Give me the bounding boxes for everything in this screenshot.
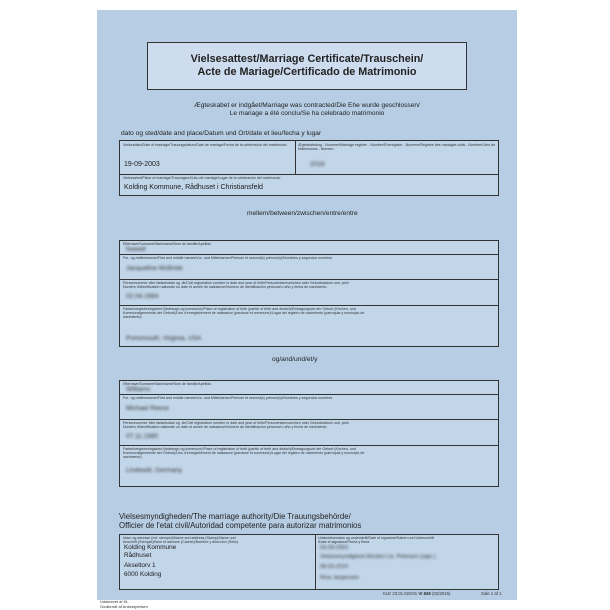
party-2-id-label-1: Personnummer eller fødselsdato og -år/Civil registration number or date and year of birth/Personenkennzeichen oder Geburtsdatum und -jahr/ — [123, 421, 349, 425]
party-2-birthplace: Lindewitt, Germany — [126, 467, 182, 474]
authority-heading-2: Officier de l'etat civil/Autoridad competente para autorizar matrimonios — [119, 521, 362, 530]
party-1-surname: Nowell — [126, 246, 146, 253]
party-2-id-label-2: Numéro d'identification nationale ou date et année de naissance/Número de identificación personal o año y fecha de nacimiento — [123, 425, 327, 429]
certificate-paper — [97, 10, 517, 600]
party-1-id-label-2: Numéro d'identification nationale ou date et année de naissance/Número de identificación personal o año y fecha de nacimiento — [123, 285, 327, 289]
intro-line-2: Le mariage a été conclu/Se ha celebrado matrimonio — [229, 110, 385, 117]
party-1-birthplace: Portsmouth, Virginia, USA — [126, 335, 202, 342]
date-place-heading: dato og sted/date and place/Datum und Ort/date et lieu/fecha y lugar — [121, 130, 322, 137]
party-1-id-date: 02.04.1984 — [126, 293, 159, 300]
authority-heading-1: Vielsesmyndigheden/The marriage authority/Die Trauungsbehörde/ — [119, 512, 351, 521]
title-line-1: Vielsesattest/Marriage Certificate/Trauschein/ — [190, 53, 424, 65]
page-number: Side 1 af 1 — [481, 591, 502, 596]
authority-address-label-1: Navn og adresse (evt. stempel)/Name and address (Stamp)/Name und — [123, 536, 236, 540]
party-2-id-date: 07.11.1980 — [126, 433, 159, 440]
marriage-place-label: Vielsessted/Place of marriage/Trauungsort/Lieu de mariage/Lugar de la celebración del matrimonio — [123, 176, 281, 180]
marriage-date-label: Vielsesdato/Date of marriage/Trauungsdatum/Date de mariage/Fecha de la celebración del matrimonio — [123, 143, 287, 147]
party-2-birthplace-label-2: Kommunalgemeinde der Geburt)/Lieu d'enregistrement de naissance (paroisse et commune)/Lugar del registro de nacimiento (parroquia y municipio de — [123, 451, 365, 455]
marriage-place-value: Kolding Kommune, Rådhuset i Christiansfeld — [124, 184, 263, 191]
authority-address-line-1: Kolding Kommune — [124, 544, 177, 551]
party-1-first-names-label: For- og mellemnavne/First and middle names/Vor- und Mittelnamen/Prénom et second(s) prénom(s)/Nombres y segundos nombres — [123, 256, 333, 260]
party-2-surname: Williams — [126, 386, 151, 393]
between-label: mellem/between/zwischen/entre/entre — [247, 210, 358, 217]
party-2-box — [119, 380, 499, 487]
party-2-surname-label: Efternavn/Surname/Nachname/Nom de famille/Apellido — [123, 382, 212, 386]
party-1-birthplace-label-3: nacimiento) — [123, 315, 142, 319]
signature-line-2: Vielsesmyndighed (Kirsten Lis. Petersen (sign.) — [320, 554, 436, 560]
title-line-2: Acte de Mariage/Certificado de Matrimonio — [197, 66, 417, 78]
party-1-birthplace-label-2: Kommunalgemeinde der Geburt)/Lieu d'enregistrement de naissance (paroisse et commune)/Lugar del registro de nacimiento (parroquia y municipio de — [123, 311, 365, 315]
authority-box — [119, 534, 499, 590]
party-1-id-label-1: Personnummer eller fødselsdato og -år/Civil registration number or date and year of birth/Personenkennzeichen oder Geburtsdatum und -jahr/ — [123, 281, 349, 285]
party-2-birthplace-label-3: nacimiento) — [123, 455, 142, 459]
authority-address-line-4: 6000 Kolding — [124, 571, 162, 578]
form-code: KLE 23.01.02G01 VI 849 (02/2015) — [383, 591, 451, 596]
signature-label-1: Udstedelsesdato og underskrift/Date of signature/Datum und Unterschrift — [318, 536, 434, 540]
party-1-birthplace-label-1: Fødselsregistreringssted (fødesogn og kommune)/Place of registration of birth (parish of birth and district)/Eintragungsort der Geburt (Kirchen- und — [123, 307, 356, 311]
register-number-value: 2016 — [310, 161, 325, 168]
register-number-label: Ægteskabsbog - Nummer/Marriage register - Number/Eheregister - Nummer/Registre des mariages civils - Nombre/Libro de Matrimonios - Número — [298, 143, 496, 152]
title-box — [147, 42, 467, 90]
marriage-date-value: 19-09-2003 — [124, 161, 160, 168]
authority-address-line-3: Akseltorv 1 — [124, 562, 156, 569]
party-2-first-names: Michael Reese — [126, 405, 169, 412]
signature-line-3: 08-03-2016 — [320, 564, 349, 570]
intro-line-1: Ægteskabet er indgået/Marriage was contracted/Die Ehe wurde geschlossen/ — [194, 102, 420, 109]
signature-line-1: 03-09-2003 — [320, 545, 349, 551]
party-1-box — [119, 240, 499, 347]
party-2-birthplace-label-1: Fødselsregistreringssted (fødesogn og kommune)/Place of registration of birth (parish of birth and district)/Eintragungsort der Geburt (Kirchen- und — [123, 447, 356, 451]
authority-address-line-2: Rådhuset — [124, 552, 152, 559]
signature-line-4: Rina Jørgensen — [320, 575, 359, 581]
printed-by-note: Udskrevet af KL — [100, 599, 129, 604]
authority-address-label-2: Anschrift (Stempel)/Nom et adresse (Cachet)/Nombre y dirección (Sello) — [123, 540, 239, 544]
date-place-box — [119, 140, 499, 196]
and-label: og/and/und/et/y — [272, 356, 318, 363]
party-1-surname-label: Efternavn/Surname/Nachname/Nom de famille/Apellido — [123, 242, 212, 246]
approved-by-note: Godkendt af Ankestyrelsen — [100, 603, 148, 609]
party-2-first-names-label: For- og mellemnavne/First and middle names/Vor- und Mittelnamen/Prénom et second(s) prénom(s)/Nombres y segundos nombres — [123, 396, 333, 400]
party-1-first-names: Jacqueline McBride — [126, 265, 183, 272]
signature-label-2: /Date et signature/Fecha y firma — [318, 540, 370, 544]
